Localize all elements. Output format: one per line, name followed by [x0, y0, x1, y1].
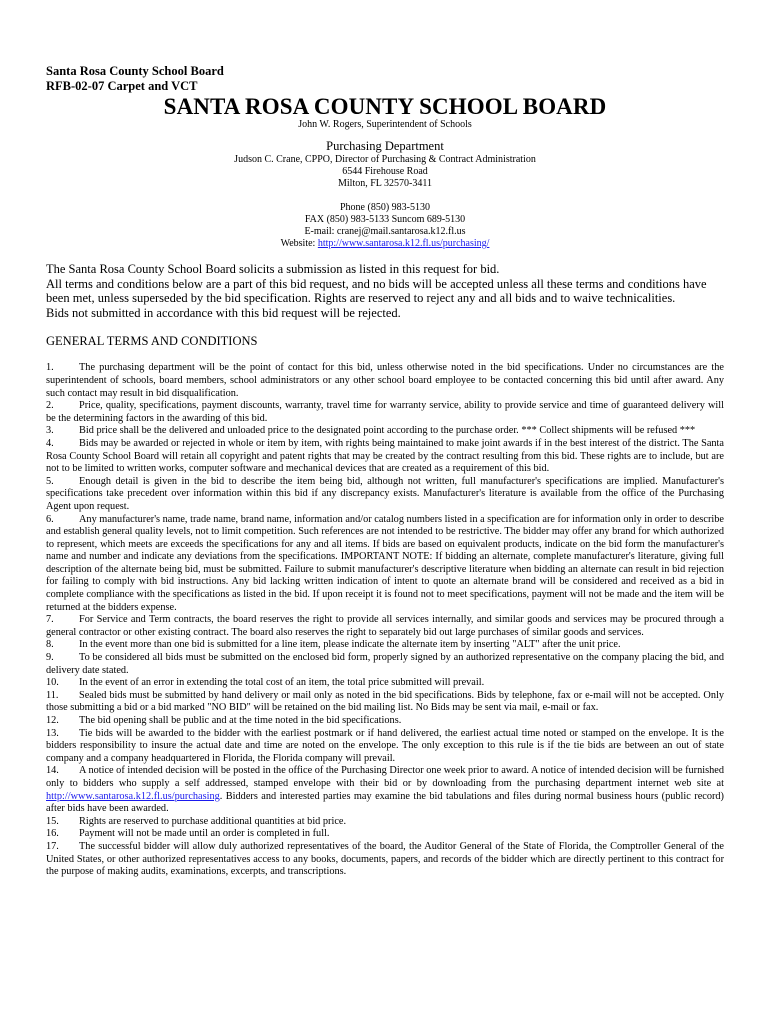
term-number: 7.: [46, 614, 54, 626]
term-item: [46, 362, 724, 400]
term-number: 4.: [46, 437, 54, 449]
term-number: 2.: [46, 400, 54, 412]
fax-line: FAX (850) 983-5133 Suncom 689-5130: [304, 214, 466, 225]
department-name: Purchasing Department: [326, 139, 444, 153]
term-item: [46, 765, 724, 815]
director-line: Judson C. Crane, CPPO, Director of Purchasing & Contract Administration: [234, 154, 536, 165]
term-item: [46, 438, 724, 476]
term-number: 16.: [46, 828, 59, 840]
term-item: [46, 677, 724, 690]
intro-block: [46, 262, 724, 320]
email-line: E-mail: cranej@mail.santarosa.k12.fl.us: [304, 226, 466, 237]
term-text: The successful bidder will allow duly authorized representatives of the board, the Auditor General of the State of Florida, the Comptroller General of the United States, or other authorized representatives access to any books, documents, papers, and records of the bidder which are directly pertinent to this contract for the purpose of making audits, examinations, excerpts, and transcriptions.: [46, 840, 724, 878]
term-item: [46, 841, 724, 879]
term-number: 12.: [46, 715, 59, 726]
term-item: [46, 715, 724, 728]
term-item: [46, 690, 724, 715]
term-item: [46, 816, 724, 829]
term-text: Bid price shall be the delivered and unloaded price to the designated point according to the purchase order. *** Collect shipments will be refused ***: [79, 425, 696, 437]
term-item: [46, 652, 724, 677]
page-title: SANTA ROSA COUNTY SCHOOL BOARD: [163, 94, 607, 119]
phone-line: Phone (850) 983-5130: [340, 202, 430, 213]
term-number: 11.: [46, 689, 59, 701]
term-text: The purchasing department will be the point of contact for this bid, unless otherwise noted in the bid specifications. Under no circumstances are the superintendent of schools, board members, school administrators or any other school board employee to be contacted concerning this bid until after award. Any such contact may result in bid disqualification.: [46, 362, 724, 399]
superintendent-line: John W. Rogers, Superintendent of Schools: [298, 119, 472, 130]
term-number: 14.: [46, 765, 59, 777]
term-item: [46, 400, 724, 425]
term-item: [46, 614, 724, 639]
section-heading: GENERAL TERMS AND CONDITIONS: [46, 334, 258, 349]
purchasing-link[interactable]: http://www.santarosa.k12.fl.us/purchasing: [46, 790, 220, 802]
website-line: [46, 238, 724, 250]
term-item: [46, 514, 724, 615]
term-number: 3.: [46, 425, 54, 437]
term-number: 13.: [46, 727, 59, 739]
term-text: Enough detail is given in the bid to describe the item being bid, although not written, full manufacturer's specifications are implied. Manufacturer's specifications take precedent over information within this bid if any discrepancy exists. Manufacturer's literature is available from the office of the Purchasing Agent upon request.: [46, 475, 724, 512]
term-item: [46, 828, 724, 841]
term-text: Price, quality, specifications, payment discounts, warranty, travel time for warranty service, ability to provide service and time of guaranteed delivery will be the determining factors in the awarding of this bid.: [46, 400, 724, 424]
term-number: 10.: [46, 677, 59, 689]
intro-paragraph-1: The Santa Rosa County School Board solicits a submission as listed in this request for bid.: [46, 262, 500, 276]
rfb-line: RFB-02-07 Carpet and VCT: [46, 79, 198, 93]
term-item: [46, 639, 724, 652]
term-text: . Bidders and interested parties may examine the bid tabulations and files during normal business hours (public record) after bids have been awarded.: [46, 790, 724, 815]
term-text: The bid opening shall be public and at the time noted in the bid specifications.: [79, 715, 402, 726]
document-page: [46, 64, 724, 879]
term-text: Tie bids will be awarded to the bidder with the earliest postmark or if hand delivered, the earliest actual time noted or stamped on the envelope. It is the bidders responsibility to insure the actual date and time are noted on the envelope. The only exception to this rule is if the tie bids are between an out of state company and a company headquartered in Florida, the Florida company will prevail.: [46, 727, 724, 764]
term-number: 8.: [46, 639, 54, 651]
terms-list: [46, 362, 724, 878]
city-address: Milton, FL 32570-3411: [338, 178, 432, 189]
term-text: To be considered all bids must be submitted on the enclosed bid form, properly signed by an authorized representative on the company placing the bid, and delivery date stated.: [46, 652, 724, 676]
term-text: Bids may be awarded or rejected in whole or item by item, with rights being maintained to make joint awards if in the best interest of the district. The Santa Rosa County School Board will retain all copyright and patent rights that may be created by the contract resulting from this bid. These rights are to include, but are not to be limited to written works, computer software and mechanical devices that are created as a requirement of this bid.: [46, 437, 724, 475]
term-text: Rights are reserved to purchase additional quantities at bid price.: [79, 815, 347, 827]
term-number: 17.: [46, 840, 59, 852]
term-text: For Service and Term contracts, the board reserves the right to provide all services internally, and similar goods and services may be procured through a general contractor or other existing contract. The board also reserves the right to separately bid out large purchases of similar goods and services.: [46, 614, 724, 638]
website-link[interactable]: http://www.santarosa.k12.fl.us/purchasing/: [317, 238, 490, 249]
intro-paragraph-2: All terms and conditions below are a part of this bid request, and no bids will be accepted unless all these terms and conditions have been met, unless superseded by the bid specification. Rights are reserved to reject any and all bids and to waive technicalities.: [46, 276, 707, 306]
term-text: Payment will not be made until an order is completed in full.: [79, 828, 330, 840]
website-label: Website:: [280, 238, 318, 249]
term-text: In the event more than one bid is submitted for a line item, please indicate the alternate item by inserting "ALT" after the unit price.: [79, 639, 621, 651]
street-address: 6544 Firehouse Road: [342, 166, 428, 177]
term-number: 5.: [46, 475, 54, 487]
term-item: [46, 476, 724, 514]
term-number: 9.: [46, 652, 54, 664]
term-number: 15.: [46, 815, 59, 827]
term-number: 1.: [46, 362, 54, 374]
term-number: 6.: [46, 513, 54, 525]
term-text: Sealed bids must be submitted by hand delivery or mail only as noted in the bid specifications. Bids by telephone, fax or e-mail will not be accepted. Only those submitting a bid or a bid marked "NO BID" will be retained on the bid mailing list. No Bids may be sent via mail, e-mail or fax.: [46, 689, 724, 714]
term-item: [46, 728, 724, 766]
term-text: A notice of intended decision will be posted in the office of the Purchasing Director one week prior to award. A notice of intended decision will be furnished only to bidders who supply a self addressed, stamped envelope with their bid or by downloading from the purchasing department internet web site at: [46, 765, 724, 789]
term-item: [46, 425, 724, 438]
term-text: In the event of an error in extending the total cost of an item, the total price submitted will prevail.: [79, 677, 485, 689]
org-line: Santa Rosa County School Board: [46, 64, 224, 78]
intro-paragraph-3: Bids not submitted in accordance with this bid request will be rejected.: [46, 305, 401, 320]
term-text: Any manufacturer's name, trade name, brand name, information and/or catalog numbers listed in a specification are for information only in order to describe and establish general quality levels, not to limit competition. Such references are not intended to be restrictive. The bidder may offer any brand for which authorized to represent, which meets are exceeds the specifications for any and all items. If bids are based on equivalent products, indicate on the bid form the manufacturer's name and number and indicate any deviations from the specifications. IMPORTANT NOTE: If bidding an alternate, complete manufacturer's literature, giving full description of the alternate being bid, must be submitted. Failure to submit manufacturer's descriptive literature when bidding an alternate can result in bid rejection for failing to comply with bid instructions. Any bid lacking written indication of intent to quote an alternate brand will be considered and received as a bid in complete compliance with the specifications as listed in the bid. If upon receipt it is found not to meet specifications, payment will not be made and the item will be returned at the bidders expense.: [46, 513, 724, 613]
